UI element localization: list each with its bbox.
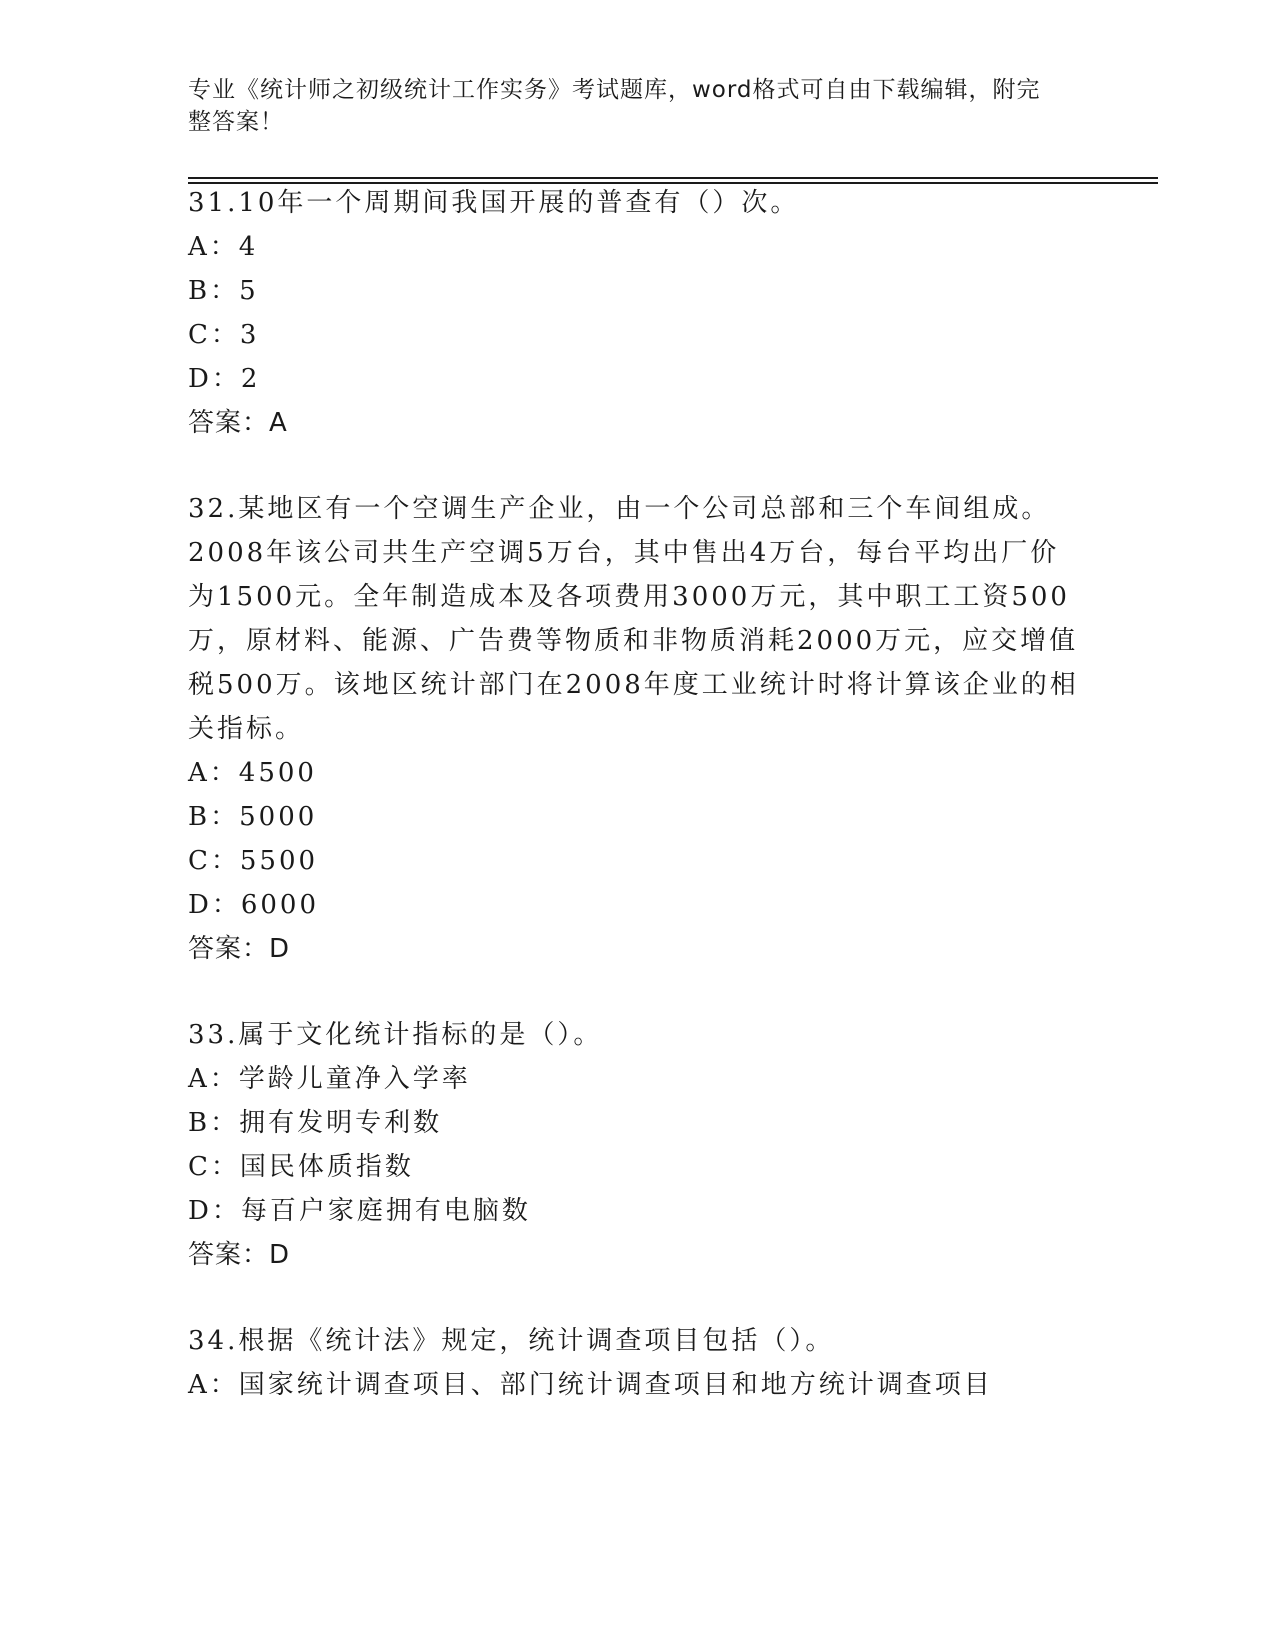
question-32-stem-line-3: 为1500元。全年制造成本及各项费用3000万元，其中职工工资500 <box>188 582 1070 612</box>
question-32-option-a: A：4500 <box>188 758 317 788</box>
question-33-stem: 33.属于文化统计指标的是（）。 <box>188 1020 603 1050</box>
question-33-option-a: A：学龄儿童净入学率 <box>188 1064 471 1094</box>
question-34-stem: 34.根据《统计法》规定，统计调查项目包括（）。 <box>188 1326 835 1356</box>
question-31-option-d: D：2 <box>188 364 261 394</box>
question-33-option-d: D：每百户家庭拥有电脑数 <box>188 1196 531 1226</box>
question-32-stem-line-1: 32.某地区有一个空调生产企业，由一个公司总部和三个车间组成。 <box>188 494 1051 524</box>
header-divider-top <box>188 177 1158 179</box>
header-divider-bottom <box>188 182 1158 184</box>
question-33-option-b: B：拥有发明专利数 <box>188 1108 443 1138</box>
question-31-option-c: C：3 <box>188 320 260 350</box>
question-33-option-c: C：国民体质指数 <box>188 1152 414 1182</box>
header-line-2: 整答案！ <box>188 109 284 135</box>
question-32-stem-line-4: 万，原材料、能源、广告费等物质和非物质消耗2000万元，应交增值 <box>188 626 1079 656</box>
question-33-answer: 答案：D <box>188 1240 291 1270</box>
question-31-option-a: A：4 <box>188 232 259 262</box>
question-31-option-b: B：5 <box>188 276 259 306</box>
document-header <box>188 74 1068 138</box>
question-32-stem-line-2: 2008年该公司共生产空调5万台，其中售出4万台，每台平均出厂价 <box>188 538 1060 568</box>
question-32-option-d: D：6000 <box>188 890 320 920</box>
question-32-option-b: B：5000 <box>188 802 318 832</box>
question-34-option-a: A：国家统计调查项目、部门统计调查项目和地方统计调查项目 <box>188 1370 993 1400</box>
question-32-answer: 答案：D <box>188 934 291 964</box>
header-line-1: 专业《统计师之初级统计工作实务》考试题库，word格式可自由下载编辑，附完 <box>188 77 1041 103</box>
question-31-stem: 31.10年一个周期间我国开展的普查有（）次。 <box>188 188 800 218</box>
question-32-stem-line-6: 关指标。 <box>188 714 305 744</box>
question-31-answer: 答案：A <box>188 408 288 438</box>
question-32-stem-line-5: 税500万。该地区统计部门在2008年度工业统计时将计算该企业的相 <box>188 670 1079 700</box>
question-32-option-c: C：5500 <box>188 846 319 876</box>
